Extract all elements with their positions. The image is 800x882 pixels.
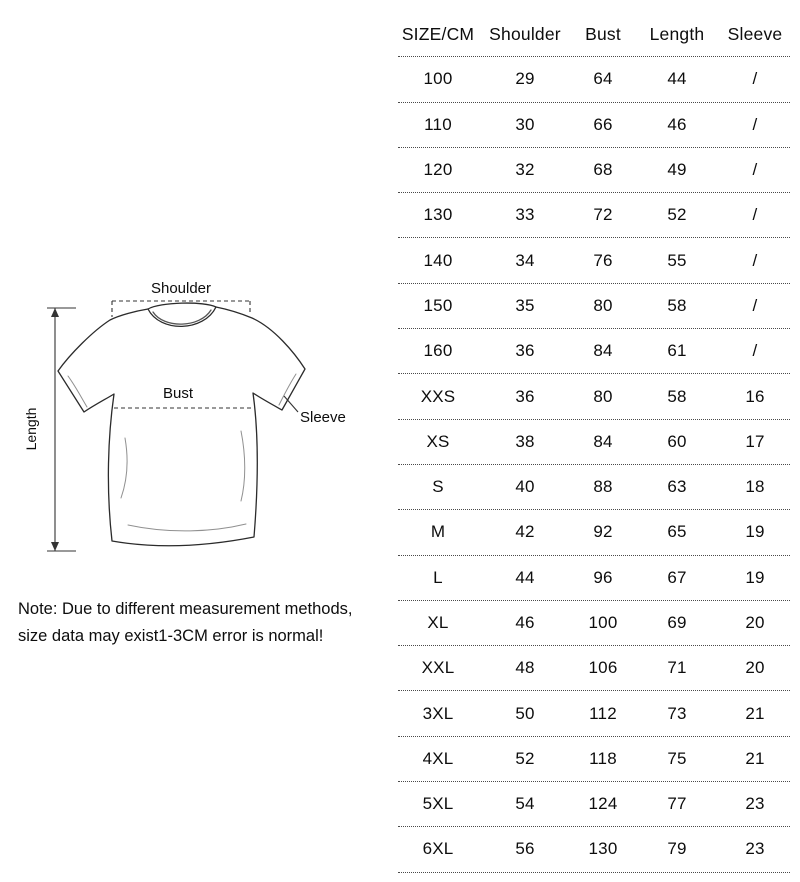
value-cell: / <box>752 250 758 270</box>
value-cell: 72 <box>593 205 613 225</box>
header-cell: Sleeve <box>727 23 783 44</box>
header-cell: Shoulder <box>489 23 561 44</box>
length-measure <box>23 308 76 551</box>
value-cell: 52 <box>667 205 687 225</box>
table-row <box>398 193 790 238</box>
value-cell: 63 <box>667 477 687 497</box>
table-row <box>398 510 790 555</box>
size-label-cell: XL <box>427 613 449 632</box>
size-label-cell: S <box>432 477 444 497</box>
table-row <box>398 601 790 646</box>
value-cell: 23 <box>745 839 765 859</box>
size-label-cell: 5XL <box>422 794 454 814</box>
value-cell: 18 <box>745 477 765 497</box>
value-cell: / <box>752 114 758 134</box>
value-cell: 38 <box>515 431 535 451</box>
value-cell: 84 <box>593 431 613 451</box>
bust-measure <box>114 385 254 408</box>
size-chart-table <box>398 12 790 873</box>
value-cell: 77 <box>667 794 687 814</box>
value-cell: 66 <box>593 114 613 134</box>
size-label-cell: 3XL <box>422 703 454 723</box>
value-cell: 32 <box>515 160 535 180</box>
table-row <box>398 57 790 102</box>
value-cell: 19 <box>745 522 765 542</box>
value-cell: 106 <box>588 658 618 678</box>
value-cell: 118 <box>589 748 617 768</box>
value-cell: 44 <box>667 69 687 89</box>
size-label-cell: 4XL <box>422 748 454 768</box>
value-cell: 33 <box>515 205 535 225</box>
size-label-cell: 100 <box>423 69 453 89</box>
value-cell: 58 <box>667 295 687 315</box>
measurement-note <box>18 596 352 649</box>
sleeve-measure <box>284 396 346 426</box>
size-label-cell: XXS <box>420 386 456 406</box>
value-cell: / <box>752 205 758 225</box>
value-cell: 34 <box>515 250 535 270</box>
value-cell: 61 <box>667 341 687 361</box>
value-cell: 96 <box>593 567 613 587</box>
value-cell: 124 <box>588 794 618 814</box>
value-cell: 69 <box>667 613 687 632</box>
size-label-cell: 120 <box>423 160 453 180</box>
value-cell: 29 <box>515 69 535 89</box>
header-cell: SIZE/CM <box>401 23 475 44</box>
bust-label: Bust <box>162 385 194 402</box>
table-row <box>398 148 790 193</box>
table-row <box>398 420 790 465</box>
value-cell: 35 <box>515 295 535 315</box>
value-cell: 112 <box>589 703 617 723</box>
value-cell: 67 <box>667 567 687 587</box>
value-cell: 17 <box>745 431 765 451</box>
size-label-cell: 130 <box>423 205 453 225</box>
value-cell: 80 <box>593 295 613 315</box>
value-cell: 30 <box>515 114 535 134</box>
value-cell: 40 <box>515 477 535 497</box>
value-cell: 75 <box>667 748 687 768</box>
table-row <box>398 737 790 782</box>
value-cell: 36 <box>515 386 535 406</box>
value-cell: 73 <box>667 703 687 723</box>
table-row <box>398 782 790 827</box>
value-cell: 36 <box>515 341 535 361</box>
table-row <box>398 827 790 872</box>
table-row <box>398 238 790 283</box>
value-cell: 54 <box>515 794 535 814</box>
table-row <box>398 465 790 510</box>
value-cell: / <box>752 69 758 89</box>
value-cell: 20 <box>745 658 765 678</box>
value-cell: 42 <box>515 522 535 542</box>
size-table-body <box>398 57 790 872</box>
tshirt-outline-icon <box>58 303 305 546</box>
value-cell: 100 <box>588 613 618 632</box>
shoulder-label: Shoulder <box>150 280 212 297</box>
table-row <box>398 646 790 691</box>
size-label-cell: XXL <box>421 658 455 678</box>
value-cell: 76 <box>593 250 613 270</box>
value-cell: 21 <box>745 748 765 768</box>
value-cell: 60 <box>667 431 687 451</box>
size-label-cell: 6XL <box>422 839 454 859</box>
tshirt-measurement-diagram <box>8 276 358 576</box>
value-cell: 44 <box>515 567 535 587</box>
size-label-cell: 140 <box>423 250 453 270</box>
value-cell: 49 <box>667 160 687 180</box>
value-cell: 52 <box>515 748 535 768</box>
length-label: Length <box>23 407 39 451</box>
size-label-cell: 150 <box>423 295 453 315</box>
value-cell: / <box>752 341 758 361</box>
value-cell: 55 <box>667 250 687 270</box>
value-cell: 50 <box>515 703 535 723</box>
value-cell: 64 <box>593 69 613 89</box>
header-cell: Length <box>649 23 705 44</box>
table-row <box>398 374 790 419</box>
value-cell: 80 <box>593 386 613 406</box>
value-cell: 23 <box>745 794 765 814</box>
size-label-cell: XS <box>426 431 450 451</box>
size-label-cell: 160 <box>423 341 453 361</box>
table-row <box>398 284 790 329</box>
value-cell: 88 <box>593 477 613 497</box>
table-row <box>398 691 790 736</box>
value-cell: 20 <box>745 613 765 632</box>
value-cell: 92 <box>593 522 613 542</box>
value-cell: 58 <box>667 386 687 406</box>
value-cell: 48 <box>515 658 535 678</box>
tshirt-diagram-svg <box>8 276 358 576</box>
table-row <box>398 329 790 374</box>
value-cell: 46 <box>515 613 535 632</box>
note-line-1: Note: Due to different measurement methods, <box>18 600 353 618</box>
size-label-cell: L <box>433 567 443 587</box>
value-cell: / <box>752 160 758 180</box>
table-row <box>398 103 790 148</box>
value-cell: 65 <box>667 522 687 542</box>
note-line-2: size data may exist1-3CM error is normal! <box>18 626 324 645</box>
value-cell: 16 <box>745 386 765 406</box>
size-label-cell: 110 <box>424 114 452 134</box>
value-cell: 56 <box>515 839 535 859</box>
value-cell: 21 <box>745 703 765 723</box>
value-cell: / <box>752 295 758 315</box>
value-cell: 130 <box>588 839 618 859</box>
value-cell: 46 <box>667 114 687 134</box>
sleeve-label: Sleeve <box>300 409 346 426</box>
value-cell: 68 <box>593 160 613 180</box>
value-cell: 84 <box>593 341 613 361</box>
table-row <box>398 556 790 601</box>
value-cell: 79 <box>667 839 687 859</box>
size-label-cell: M <box>430 522 446 542</box>
header-cell: Bust <box>585 23 621 44</box>
value-cell: 71 <box>667 658 687 678</box>
size-table-header-row <box>398 12 790 57</box>
value-cell: 19 <box>745 567 765 587</box>
